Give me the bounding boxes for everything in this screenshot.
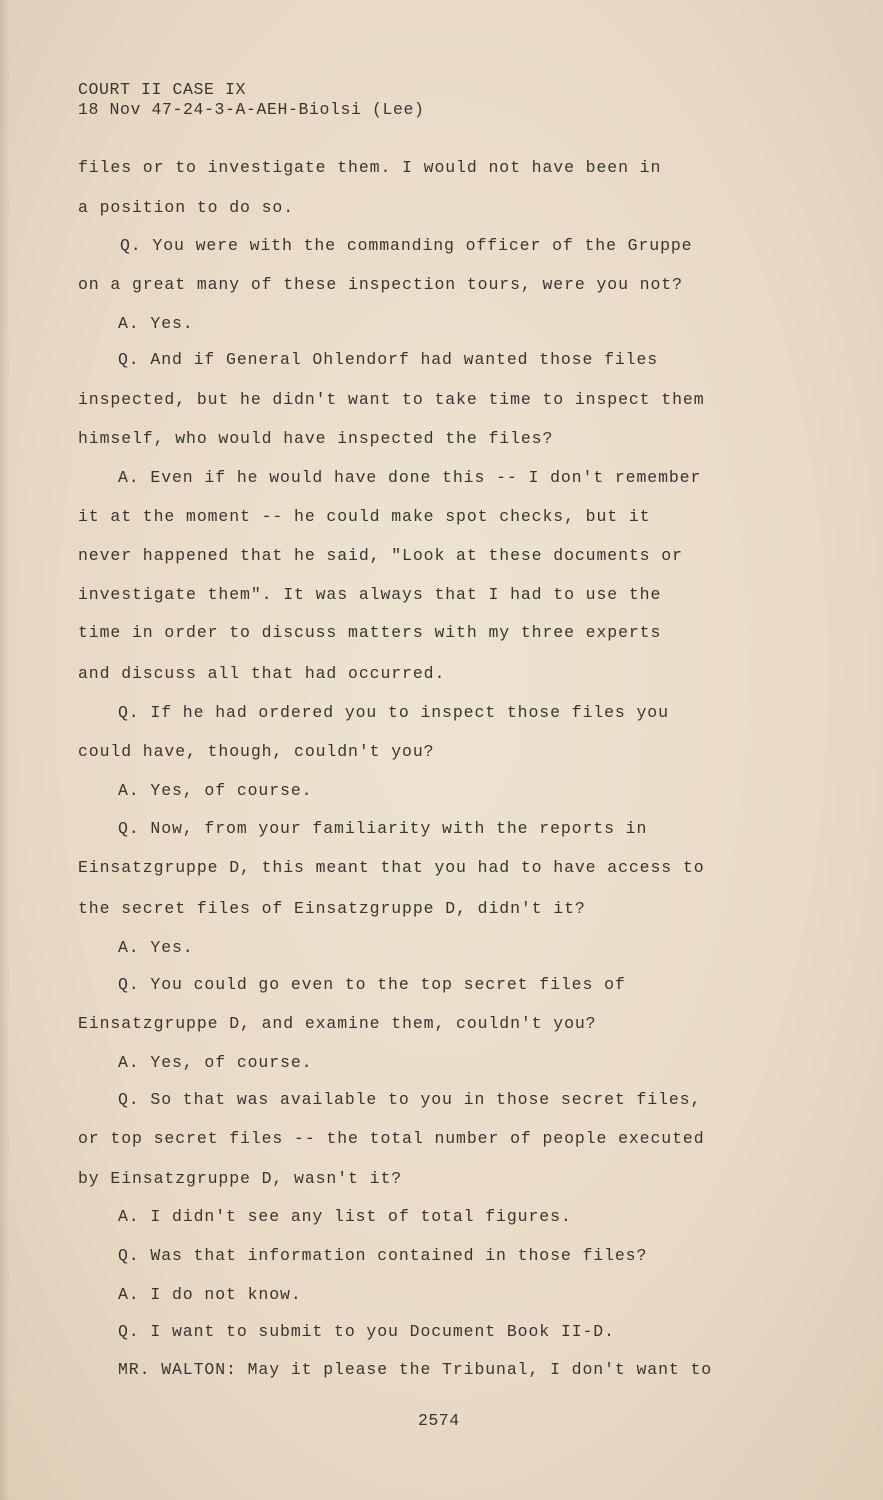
transcript-line: Q. I want to submit to you Document Book II-D. — [118, 1322, 615, 1341]
transcript-line: himself, who would have inspected the files? — [78, 429, 554, 448]
transcript-line: or top secret files -- the total number of people executed — [78, 1129, 705, 1148]
transcript-line: A. Yes, of course. — [118, 1053, 313, 1072]
transcript-line: on a great many of these inspection tours, were you not? — [78, 275, 683, 294]
transcript-line: A. Yes. — [118, 938, 194, 957]
transcript-line: Q. If he had ordered you to inspect those files you — [118, 703, 669, 722]
transcript-line: Einsatzgruppe D, and examine them, couldn't you? — [78, 1014, 597, 1033]
session-reference: 18 Nov 47-24-3-A-AEH-Biolsi (Lee) — [78, 100, 425, 119]
transcript-line: never happened that he said, "Look at these documents or — [78, 546, 683, 565]
transcript-line: inspected, but he didn't want to take time to inspect them — [78, 390, 705, 409]
transcript-line: MR. WALTON: May it please the Tribunal, I don't want to — [118, 1360, 713, 1379]
page-number: 2574 — [418, 1411, 460, 1430]
transcript-line: and discuss all that had occurred. — [78, 664, 446, 683]
transcript-line: Q. Now, from your familiarity with the reports in — [118, 819, 648, 838]
transcript-line: Q. Was that information contained in those files? — [118, 1246, 648, 1265]
transcript-line: investigate them". It was always that I had to use the — [78, 585, 662, 604]
case-header: COURT II CASE IX — [78, 80, 247, 99]
transcript-line: could have, though, couldn't you? — [78, 742, 435, 761]
transcript-line: by Einsatzgruppe D, wasn't it? — [78, 1169, 403, 1188]
transcript-line: A. Even if he would have done this -- I don't remember — [118, 468, 702, 487]
transcript-line: Q. You were with the commanding officer of the Gruppe — [120, 236, 693, 255]
transcript-line: time in order to discuss matters with my three experts — [78, 623, 662, 642]
transcript-line: files or to investigate them. I would not have been in — [78, 158, 662, 177]
transcript-line: A. I didn't see any list of total figures. — [118, 1207, 572, 1226]
page-edge-shadow — [0, 0, 10, 1500]
transcript-line: Q. So that was available to you in those secret files, — [118, 1090, 702, 1109]
transcript-line: A. Yes. — [118, 314, 194, 333]
transcript-line: A. Yes, of course. — [118, 781, 313, 800]
transcript-line: Q. And if General Ohlendorf had wanted those files — [118, 350, 659, 369]
transcript-line: Q. You could go even to the top secret files of — [118, 975, 626, 994]
transcript-line: the secret files of Einsatzgruppe D, didn't it? — [78, 899, 586, 918]
transcript-line: it at the moment -- he could make spot checks, but it — [78, 507, 651, 526]
transcript-line: A. I do not know. — [118, 1285, 302, 1304]
transcript-line: Einsatzgruppe D, this meant that you had to have access to — [78, 858, 705, 877]
transcript-line: a position to do so. — [78, 198, 295, 217]
